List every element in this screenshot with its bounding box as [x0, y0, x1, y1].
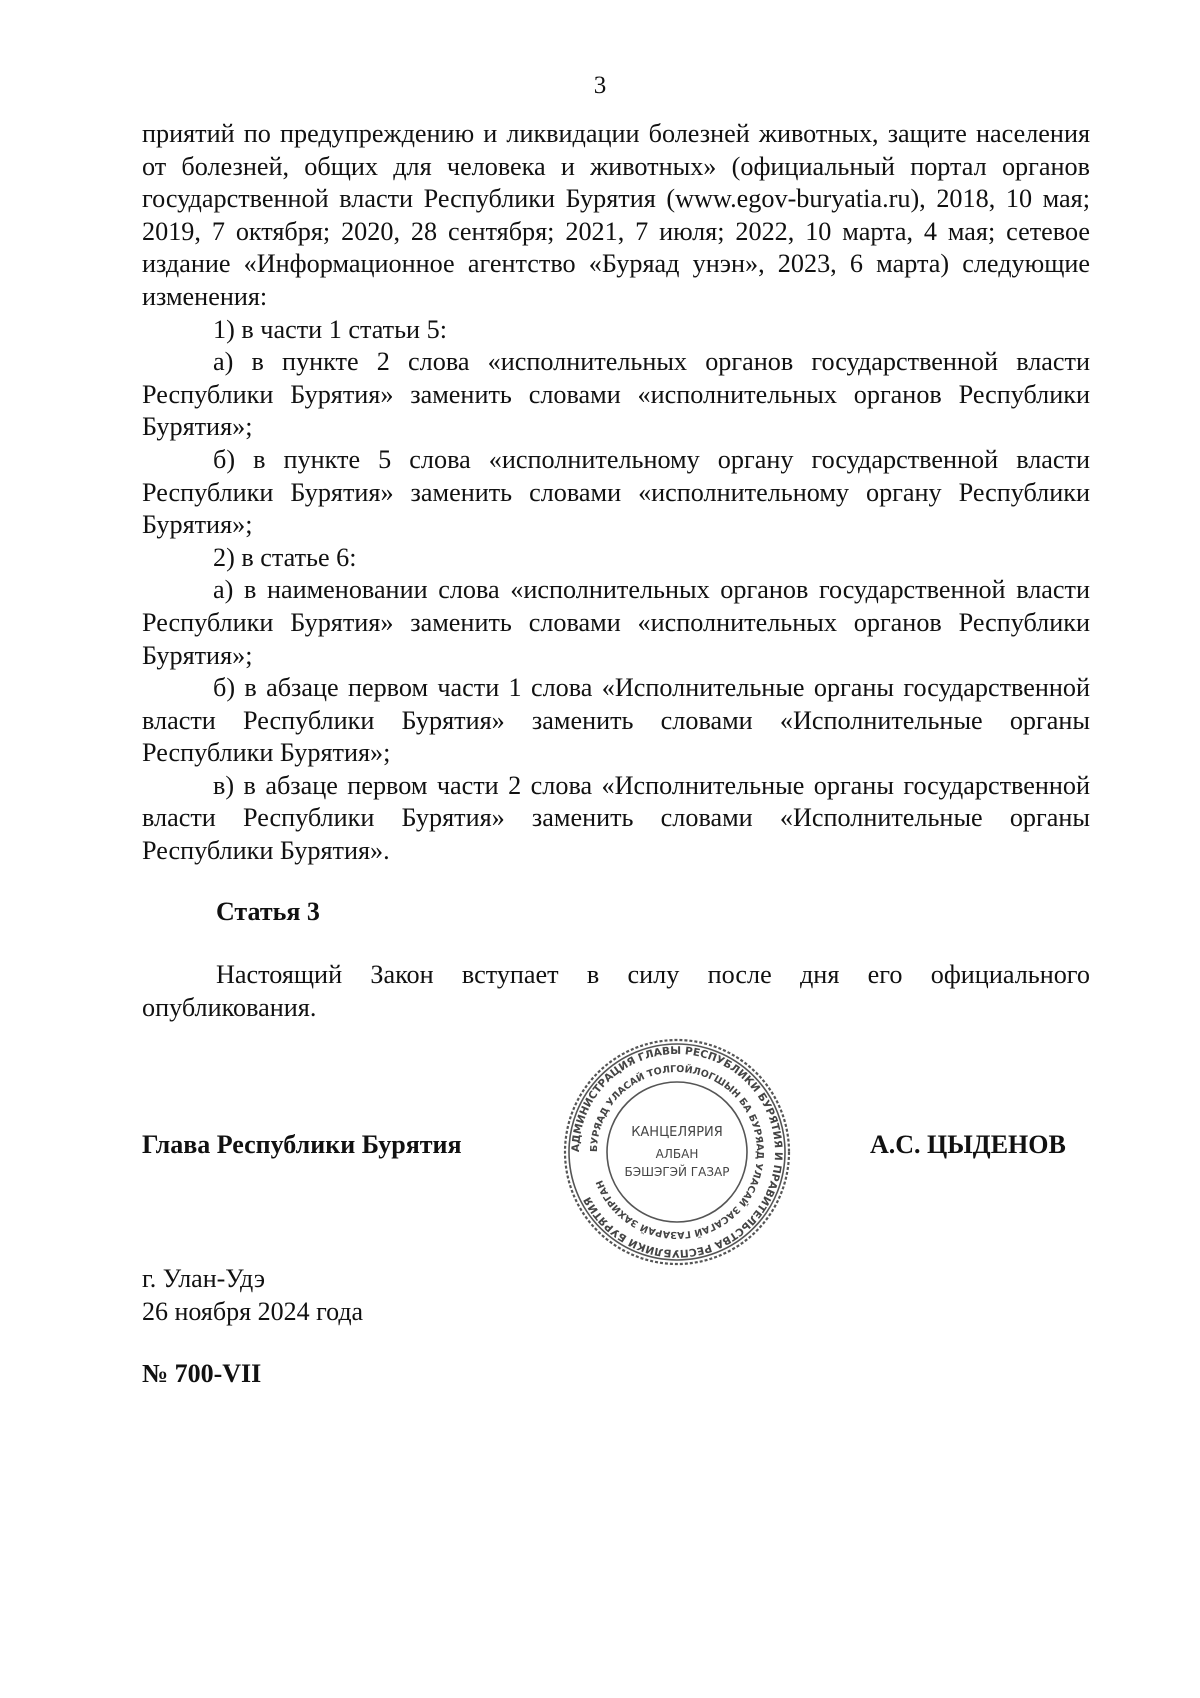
official-seal-stamp: [560, 1035, 794, 1269]
paragraph-continuation: приятий по предупреждению и ликвидации болезней животных, защите населения от болезней, общих для человека и животных» (официальный портал органов государственной власти Республики Бурятия (www.egov-buryatia.ru), 2018, 10 мая; 2019, 7 октября; 2020, 28 сентября; 2021, 7 июля; 2022, 10 марта, 4 мая; сетевое издание «Информационное агентство «Буряад унэн», 2023, 6 марта) следующие изменения:: [142, 119, 1090, 311]
amendments-text: [142, 118, 1090, 868]
seal-graphic: [560, 1035, 794, 1269]
seal-inner-ring-text: БУРЯАД УЛАСАЙ ТОЛГОЙЛОГШЫН БА БУРЯАД УЛАСАЙ ЗАСАГАЙ ГАЗАРАЙ ЗАХИРГАН: [588, 1063, 766, 1241]
law-number: № 700-VII: [142, 1359, 262, 1388]
signatory-title: Глава Республики Бурятия: [142, 1130, 462, 1159]
item-1b: б) в пункте 5 слова «исполнительному органу государственной власти Республики Бурятия» заменить словами «исполнительному органу Республики Бурятия»;: [142, 444, 1090, 540]
article-3-text: Настоящий Закон вступает в силу после дня его официального опубликования.: [142, 960, 1090, 1022]
article-3-heading: Статья 3: [216, 897, 320, 926]
signatory-name: А.С. ЦЫДЕНОВ: [870, 1130, 1066, 1159]
seal-line-1: КАНЦЕЛЯРИЯ: [631, 1125, 723, 1140]
item-2c: в) в абзаце первом части 2 слова «Исполнительные органы государственной власти Республики Бурятия» заменить словами «Исполнительные органы Республики Бурятия».: [142, 770, 1090, 866]
page-number: 3: [593, 72, 607, 99]
seal-line-3: БЭШЭГЭЙ ГАЗАР: [624, 1165, 730, 1179]
seal-line-2: АЛБАН: [655, 1147, 699, 1161]
seal-outer-ring-text: АДМИНИСТРАЦИЯ ГЛАВЫ РЕСПУБЛИКИ БУРЯТИЯ И ПРАВИТЕЛЬСТВА РЕСПУБЛИКИ БУРЯТИЯ: [569, 1044, 785, 1260]
item-2a: а) в наименовании слова «исполнительных органов государственной власти Республики Бурятия» заменить словами «исполнительных органов Республики Бурятия»;: [142, 575, 1090, 670]
item-1: 1) в части 1 статьи 5:: [213, 314, 447, 344]
item-1a: а) в пункте 2 слова «исполнительных органов государственной власти Республики Бурятия» заменить словами «исполнительных органов Республики Бурятия»;: [142, 347, 1090, 442]
city: г. Улан-Удэ: [142, 1264, 266, 1293]
item-2: 2) в статье 6:: [213, 542, 357, 572]
item-2b: б) в абзаце первом части 1 слова «Исполнительные органы государственной власти Республики Бурятия» заменить словами «Исполнительные органы Республики Бурятия»;: [142, 673, 1090, 768]
signing-date: 26 ноября 2024 года: [142, 1297, 364, 1326]
